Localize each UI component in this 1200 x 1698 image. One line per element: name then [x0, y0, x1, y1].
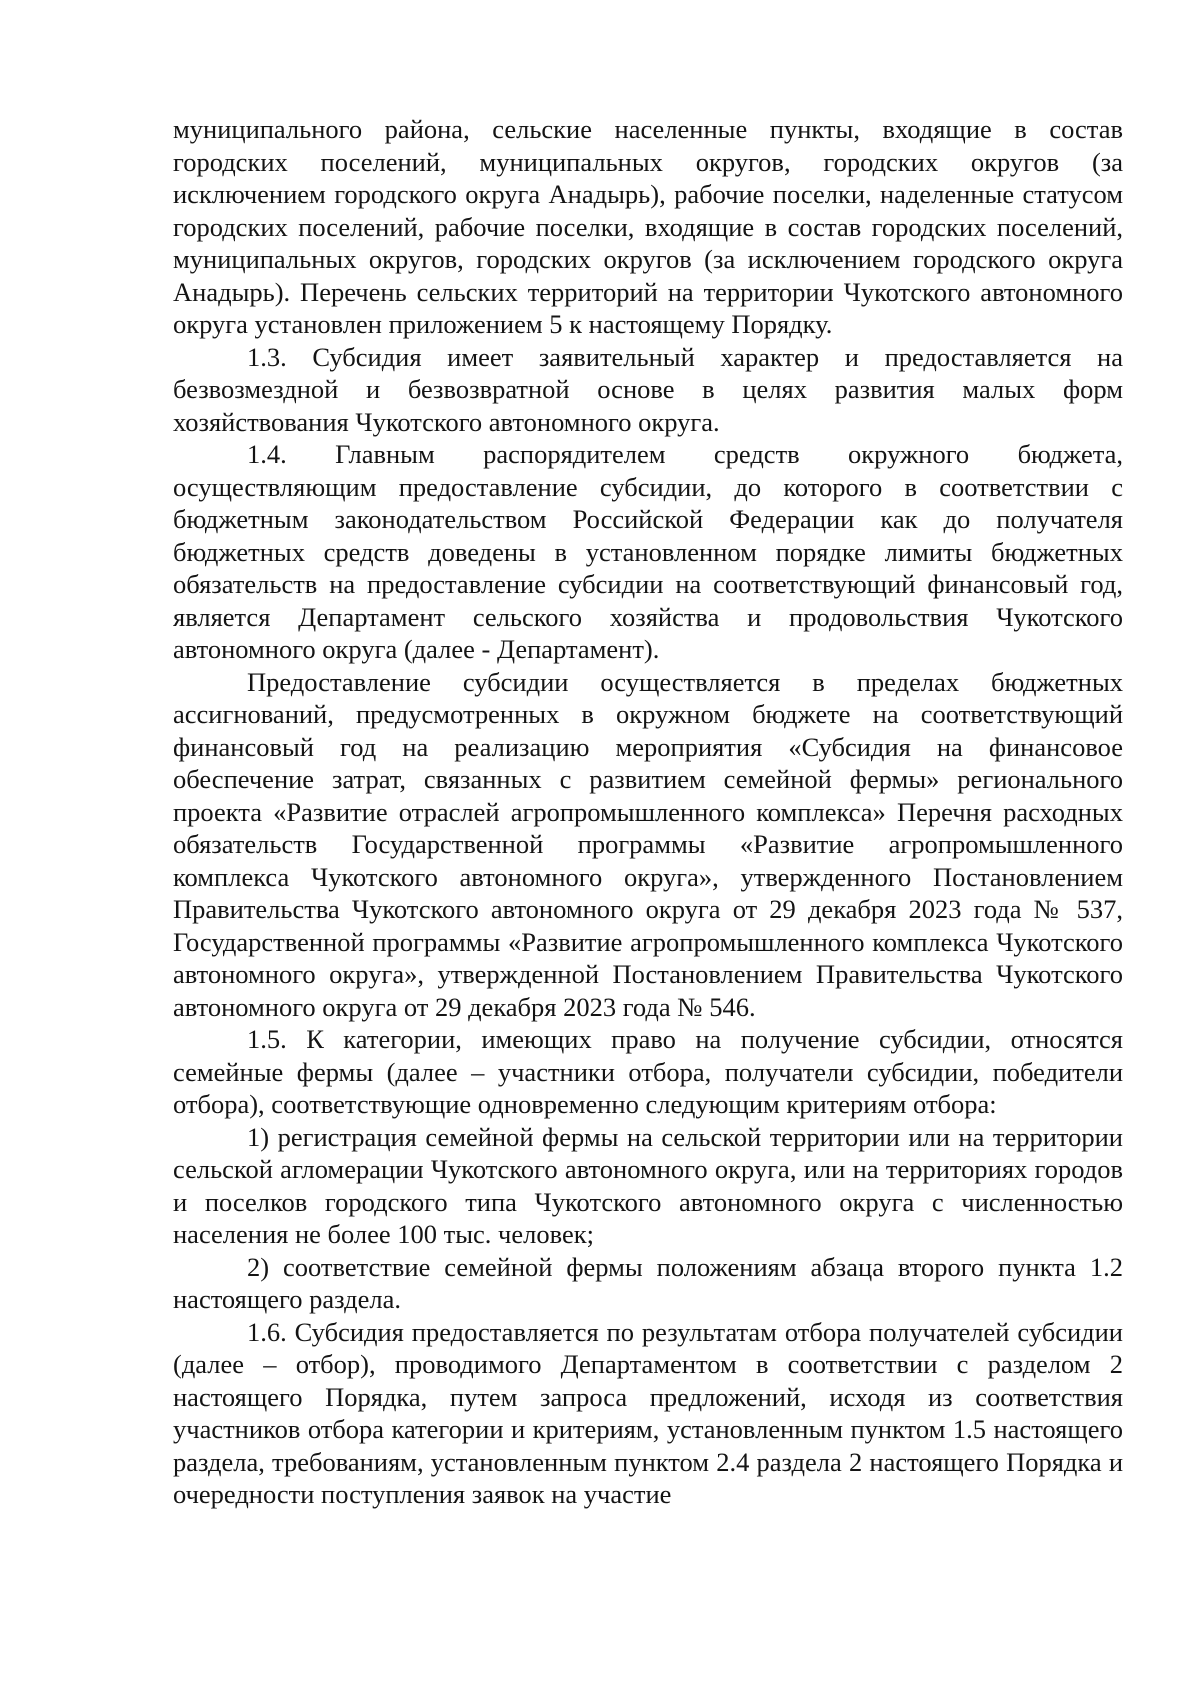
paragraph-clause-1-5: 1.5. К категории, имеющих право на получение субсидии, относятся семейные фермы (далее – участники отбора, получатели субсидии, победители отбора), соответствующие одновременно следующим критериям отбора:	[173, 1024, 1123, 1119]
paragraph-clause-1-6: 1.6. Субсидия предоставляется по результатам отбора получателей субсидии (далее – отбор), проводимого Департаментом в соответствии с разделом 2 настоящего Порядка, путем запроса предложений, исходя из соответствия участников отбора категории и критериям, установленным пунктом 1.5 настоящего раздела, требованиям, установленным пунктом 2.4 раздела 2 настоящего Порядка и очередности поступления заявок на участие	[173, 1316, 1123, 1509]
document-body	[173, 113, 1123, 1511]
paragraph-continuation-rural-territories: муниципального района, сельские населенные пункты, входящие в состав городских поселений, муниципальных округов, городских округов (за исключением городского округа Анадырь), рабочие поселки, наделенные статусом городских поселений, рабочие поселки, входящие в состав городских поселений, муниципальных округов, городских округов (за исключением городского округа Анадырь). Перечень сельских территорий на территории Чукотского автономного округа установлен приложением 5 к настоящему Порядку.	[173, 114, 1123, 339]
paragraph-budget-allocations: Предоставление субсидии осуществляется в пределах бюджетных ассигнований, предусмотренных в окружном бюджете на соответствующий финансовый год на реализацию мероприятия «Субсидия на финансовое обеспечение затрат, связанных с развитием семейной фермы» регионального проекта «Развитие отраслей агропромышленного комплекса» Перечня расходных обязательств Государственной программы «Развитие агропромышленного комплекса Чукотского автономного округа», утвержденного Постановлением Правительства Чукотского автономного округа от 29 декабря 2023 года № 537, Государственной программы «Развитие агропромышленного комплекса Чукотского автономного округа», утвержденной Постановлением Правительства Чукотского автономного округа от 29 декабря 2023 года № 546.	[173, 666, 1123, 1022]
paragraph-clause-1-4: 1.4. Главным распорядителем средств окружного бюджета, осуществляющим предоставление субсидии, до которого в соответствии с бюджетным законодательством Российской Федерации как до получателя бюджетных средств доведены в установленном порядке лимиты бюджетных обязательств на предоставление субсидии на соответствующий финансовый год, является Департамент сельского хозяйства и продовольствия Чукотского автономного округа (далее - Департамент).	[173, 439, 1123, 664]
paragraph-criterion-2: 2) соответствие семейной фермы положениям абзаца второго пункта 1.2 настоящего раздела.	[173, 1251, 1123, 1314]
paragraph-clause-1-3: 1.3. Субсидия имеет заявительный характер и предоставляется на безвозмездной и безвозвратной основе в целях развития малых форм хозяйствования Чукотского автономного округа.	[173, 341, 1123, 437]
paragraph-criterion-1: 1) регистрация семейной фермы на сельской территории или на территории сельской агломерации Чукотского автономного округа, или на территориях городов и поселков городского типа Чукотского автономного округа с численностью населения не более 100 тыс. человек;	[173, 1121, 1123, 1249]
